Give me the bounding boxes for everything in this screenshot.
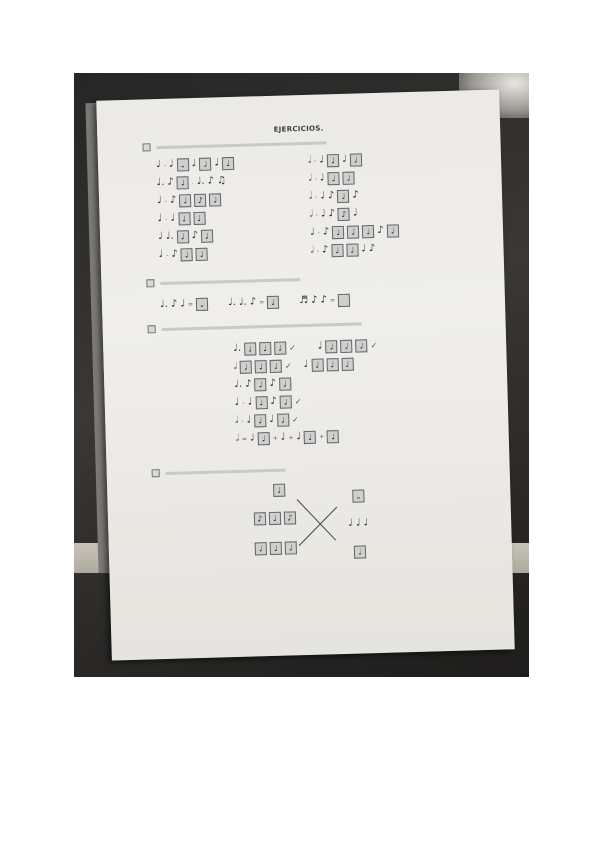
exercise-row: ♩ - ♪ ♩ ♩ ♩ ♪ ♩ <box>310 224 399 238</box>
exercise-row: ♩. ♪ ♩ ♪ ♩ <box>234 377 291 391</box>
exercise-row: ♩ ♩. ♩ ♪ ♩ <box>158 230 213 244</box>
checkbox-icon <box>148 325 156 333</box>
match-item: 𝅝 <box>352 489 364 501</box>
exercise-row: ♩ - ♩ ♩ ♪ ♩ ✓ <box>234 395 302 408</box>
exercise-row: ♩ - ♩ ♩ ♩ <box>157 212 205 225</box>
exercise-row: ♩. ♪ ♩ = 𝅝 ♩. ♩. ♪ = ♩ ♬ ♪ ♪ = <box>160 294 350 311</box>
exercise-row: 𝅗𝅥 - ♪ ♩ ♩ ♩ ♪ <box>310 243 376 256</box>
exercise-row: 𝅗𝅥 - ♩ ♪ ♩ ♪ <box>308 189 360 202</box>
photo <box>74 73 529 677</box>
match-line <box>297 499 336 540</box>
match-item: ♪ ♩ ♪ <box>254 511 296 524</box>
exercise-row: ♩ - ♪ ♩ ♪ ♩ <box>157 193 222 207</box>
exercise-row: ♩ - ♩ 𝅝 ♩ ♩ ♩ ♩ <box>156 157 234 171</box>
exercise-row: 𝅗𝅥 - ♩ ♪ ♪ ♩ <box>309 207 358 220</box>
exercise-row: ♩. ♪ ♩ . ♩. ♪ ♫ <box>156 175 227 189</box>
section-4-instruction <box>152 466 286 478</box>
worksheet-title: EJERCICIOS. <box>273 124 324 134</box>
exercise-row: 𝅗𝅥 = ♩ ♩ + ♩ + ♩ ♩ + ♩ <box>236 430 340 445</box>
section-2-instruction <box>146 275 300 287</box>
match-item: 𝅗𝅥 <box>354 545 366 557</box>
checkbox-icon <box>146 279 154 287</box>
section-3-instruction <box>148 319 362 333</box>
checkbox-icon <box>152 469 160 477</box>
match-item: ♩ <box>273 484 285 496</box>
exercise-row: 𝅗𝅥 - ♩ ♩ ♩ ♩ ✓ <box>235 413 299 426</box>
exercise-row: 𝅗𝅥 ♩ ♩ ♩ ✓ ♩ ♩ ♩ ♩ <box>234 358 354 373</box>
exercise-row: ♩ - ♪ ♩ ♩ <box>158 248 208 261</box>
checkbox-icon <box>142 143 150 151</box>
section-1-instruction <box>142 138 326 151</box>
match-item: ♩ ♩ ♩ <box>348 517 369 529</box>
match-item: ♩ ♩ ♩ <box>255 541 297 554</box>
worksheet-paper <box>96 89 514 660</box>
exercise-row: 𝅗𝅥 - ♩ ♩ ♩ <box>308 172 354 185</box>
match-line <box>299 507 337 546</box>
exercise-row: ♩. ♩ ♩ ♩ ✓ ♩ ♩ ♩ ♩ ✓ <box>233 340 378 355</box>
exercise-row: 𝅗𝅥 - ♩ ♩ ♩ ♩ <box>308 153 362 166</box>
